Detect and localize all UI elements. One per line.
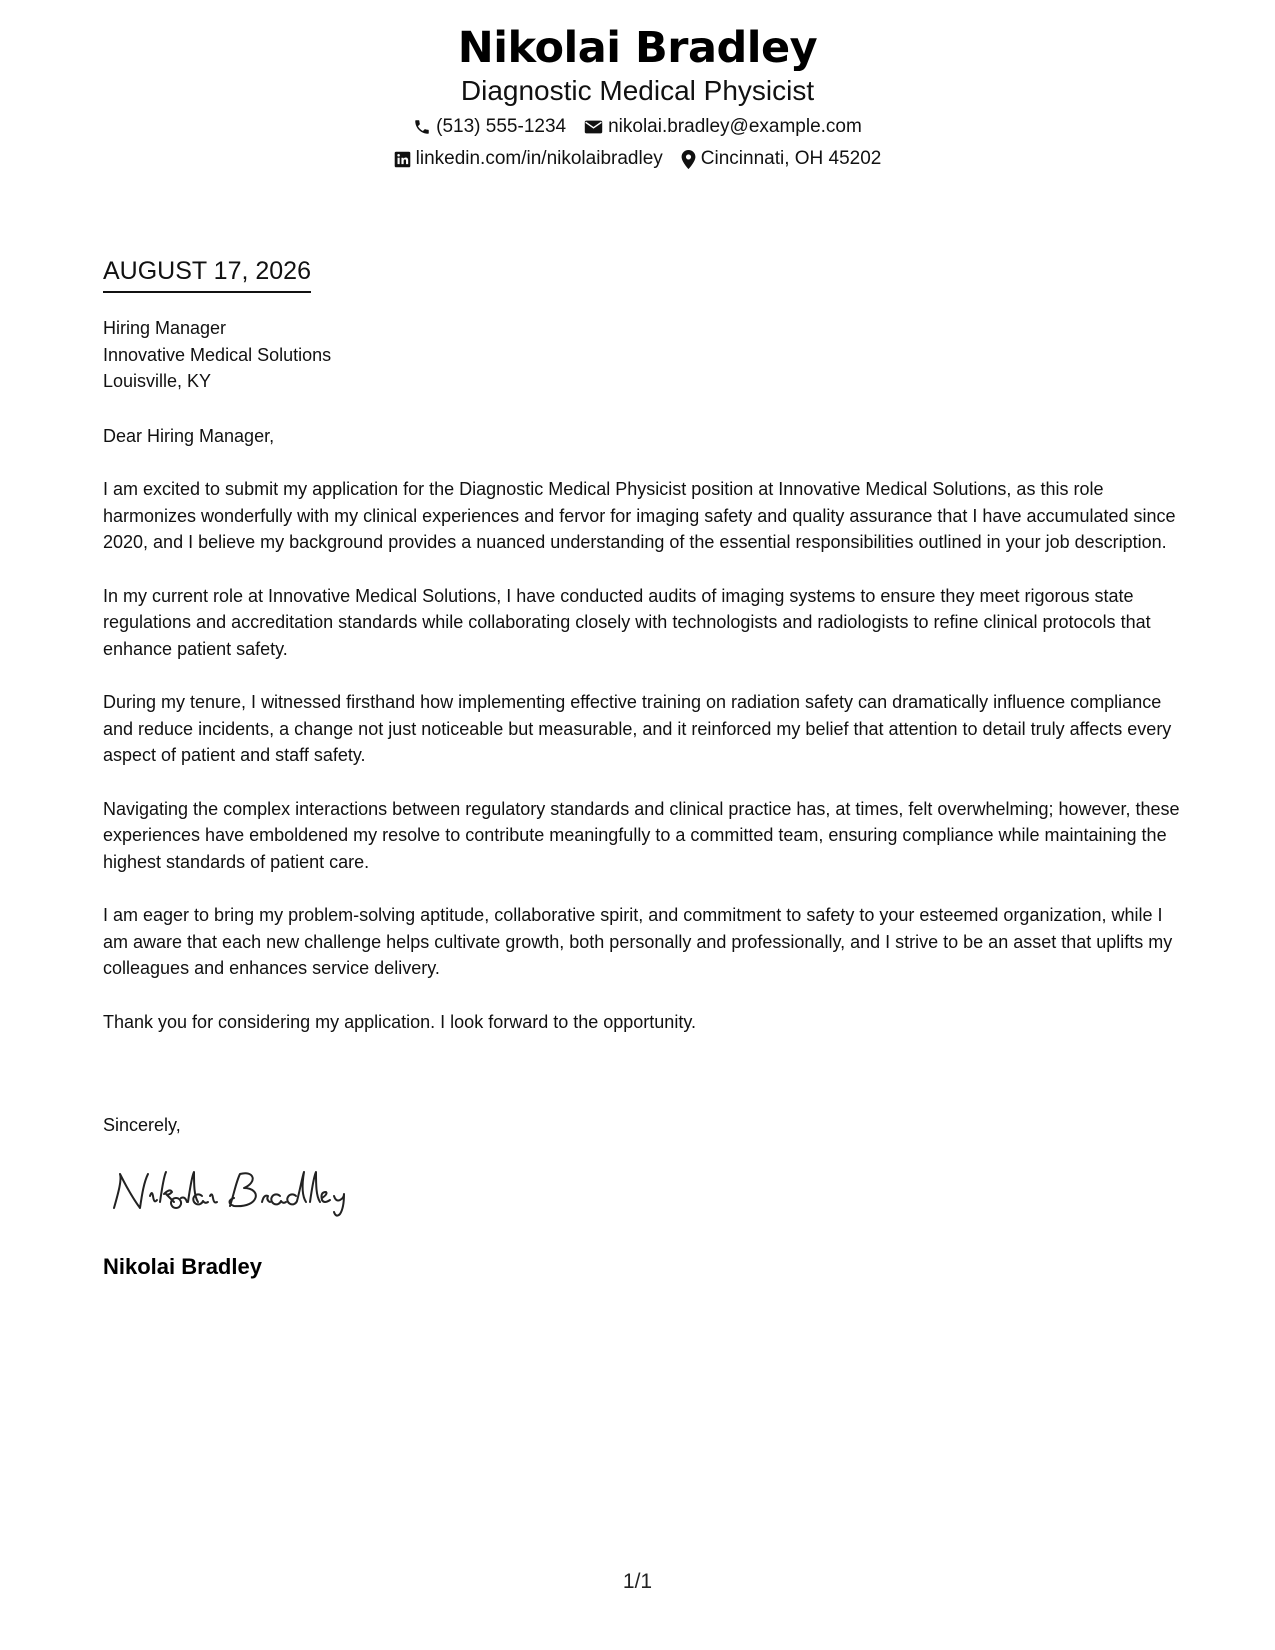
paragraph: Thank you for considering my application. I look forward to the opportunity. — [103, 1011, 696, 1032]
sender-name: Nikolai Bradley — [457, 23, 818, 73]
page-number: 1/1 — [622, 1570, 653, 1593]
recipient-location: Louisville, KY — [103, 371, 212, 391]
paragraph: I am excited to submit my application for the Diagnostic Medical Physicist position at Innovative Medical Solutions, as this role harmonizes wonderfully with my clinical experiences and fervor for imaging safety and quality assurance that I have accumulated since 2020, and I believe my background provides a nuanced understanding of the essential responsibilities outlined in your job description. — [103, 479, 1176, 552]
recipient-block — [103, 315, 1183, 395]
map-pin-icon — [681, 150, 696, 169]
envelope-icon — [584, 119, 603, 135]
contact-email — [584, 114, 862, 140]
contact-linkedin — [394, 146, 663, 172]
contact-location — [681, 146, 882, 172]
contact-phone — [413, 114, 566, 140]
handwritten-signature — [106, 1164, 366, 1224]
recipient-name: Hiring Manager — [103, 318, 227, 338]
letterhead — [0, 22, 1275, 172]
paragraph: During my tenure, I witnessed firsthand how implementing effective training on radiation safety can dramatically influence compliance and reduce incidents, a change not just noticeable but measurable, and it reinforced my belief that attention to detail truly affects every aspect of patient and staff safety. — [103, 692, 1172, 765]
signer-name: Nikolai Bradley — [103, 1254, 262, 1279]
contact-row-2 — [0, 146, 1275, 172]
recipient-company: Innovative Medical Solutions — [103, 344, 332, 365]
paragraph: I am eager to bring my problem-solving aptitude, collaborative spirit, and commitment to safety to your esteemed organization, while I am aware that each new challenge helps cultivate growth, both personally and professionally, and I strive to be an asset that uplifts my colleagues and enhances service delivery. — [103, 905, 1173, 978]
linkedin-icon — [394, 151, 411, 168]
sender-title: Diagnostic Medical Physicist — [460, 75, 815, 106]
phone-icon — [413, 118, 431, 136]
salutation: Dear Hiring Manager, — [103, 425, 275, 446]
letter-body — [103, 315, 1183, 1035]
linkedin-text: linkedin.com/in/nikolaibradley — [415, 148, 663, 169]
phone-text: (513) 555-1234 — [436, 116, 567, 137]
contact-row-1 — [0, 114, 1275, 140]
closing: Sincerely, — [103, 1115, 181, 1135]
letter-date: AUGUST 17, 2026 — [103, 256, 311, 293]
paragraph: In my current role at Innovative Medical Solutions, I have conducted audits of imaging systems to ensure they meet rigorous state regulations and accreditation standards while collaborating closely with technologists and radiologists to refine clinical protocols that enhance patient safety. — [103, 585, 1151, 659]
paragraph: Navigating the complex interactions between regulatory standards and clinical practice has, at times, felt overwhelming; however, these experiences have emboldened my resolve to contribute meaningfully to a committed team, ensuring compliance while maintaining the highest standards of patient care. — [103, 798, 1180, 872]
location-text: Cincinnati, OH 45202 — [700, 148, 882, 169]
email-text: nikolai.bradley@example.com — [608, 116, 862, 137]
